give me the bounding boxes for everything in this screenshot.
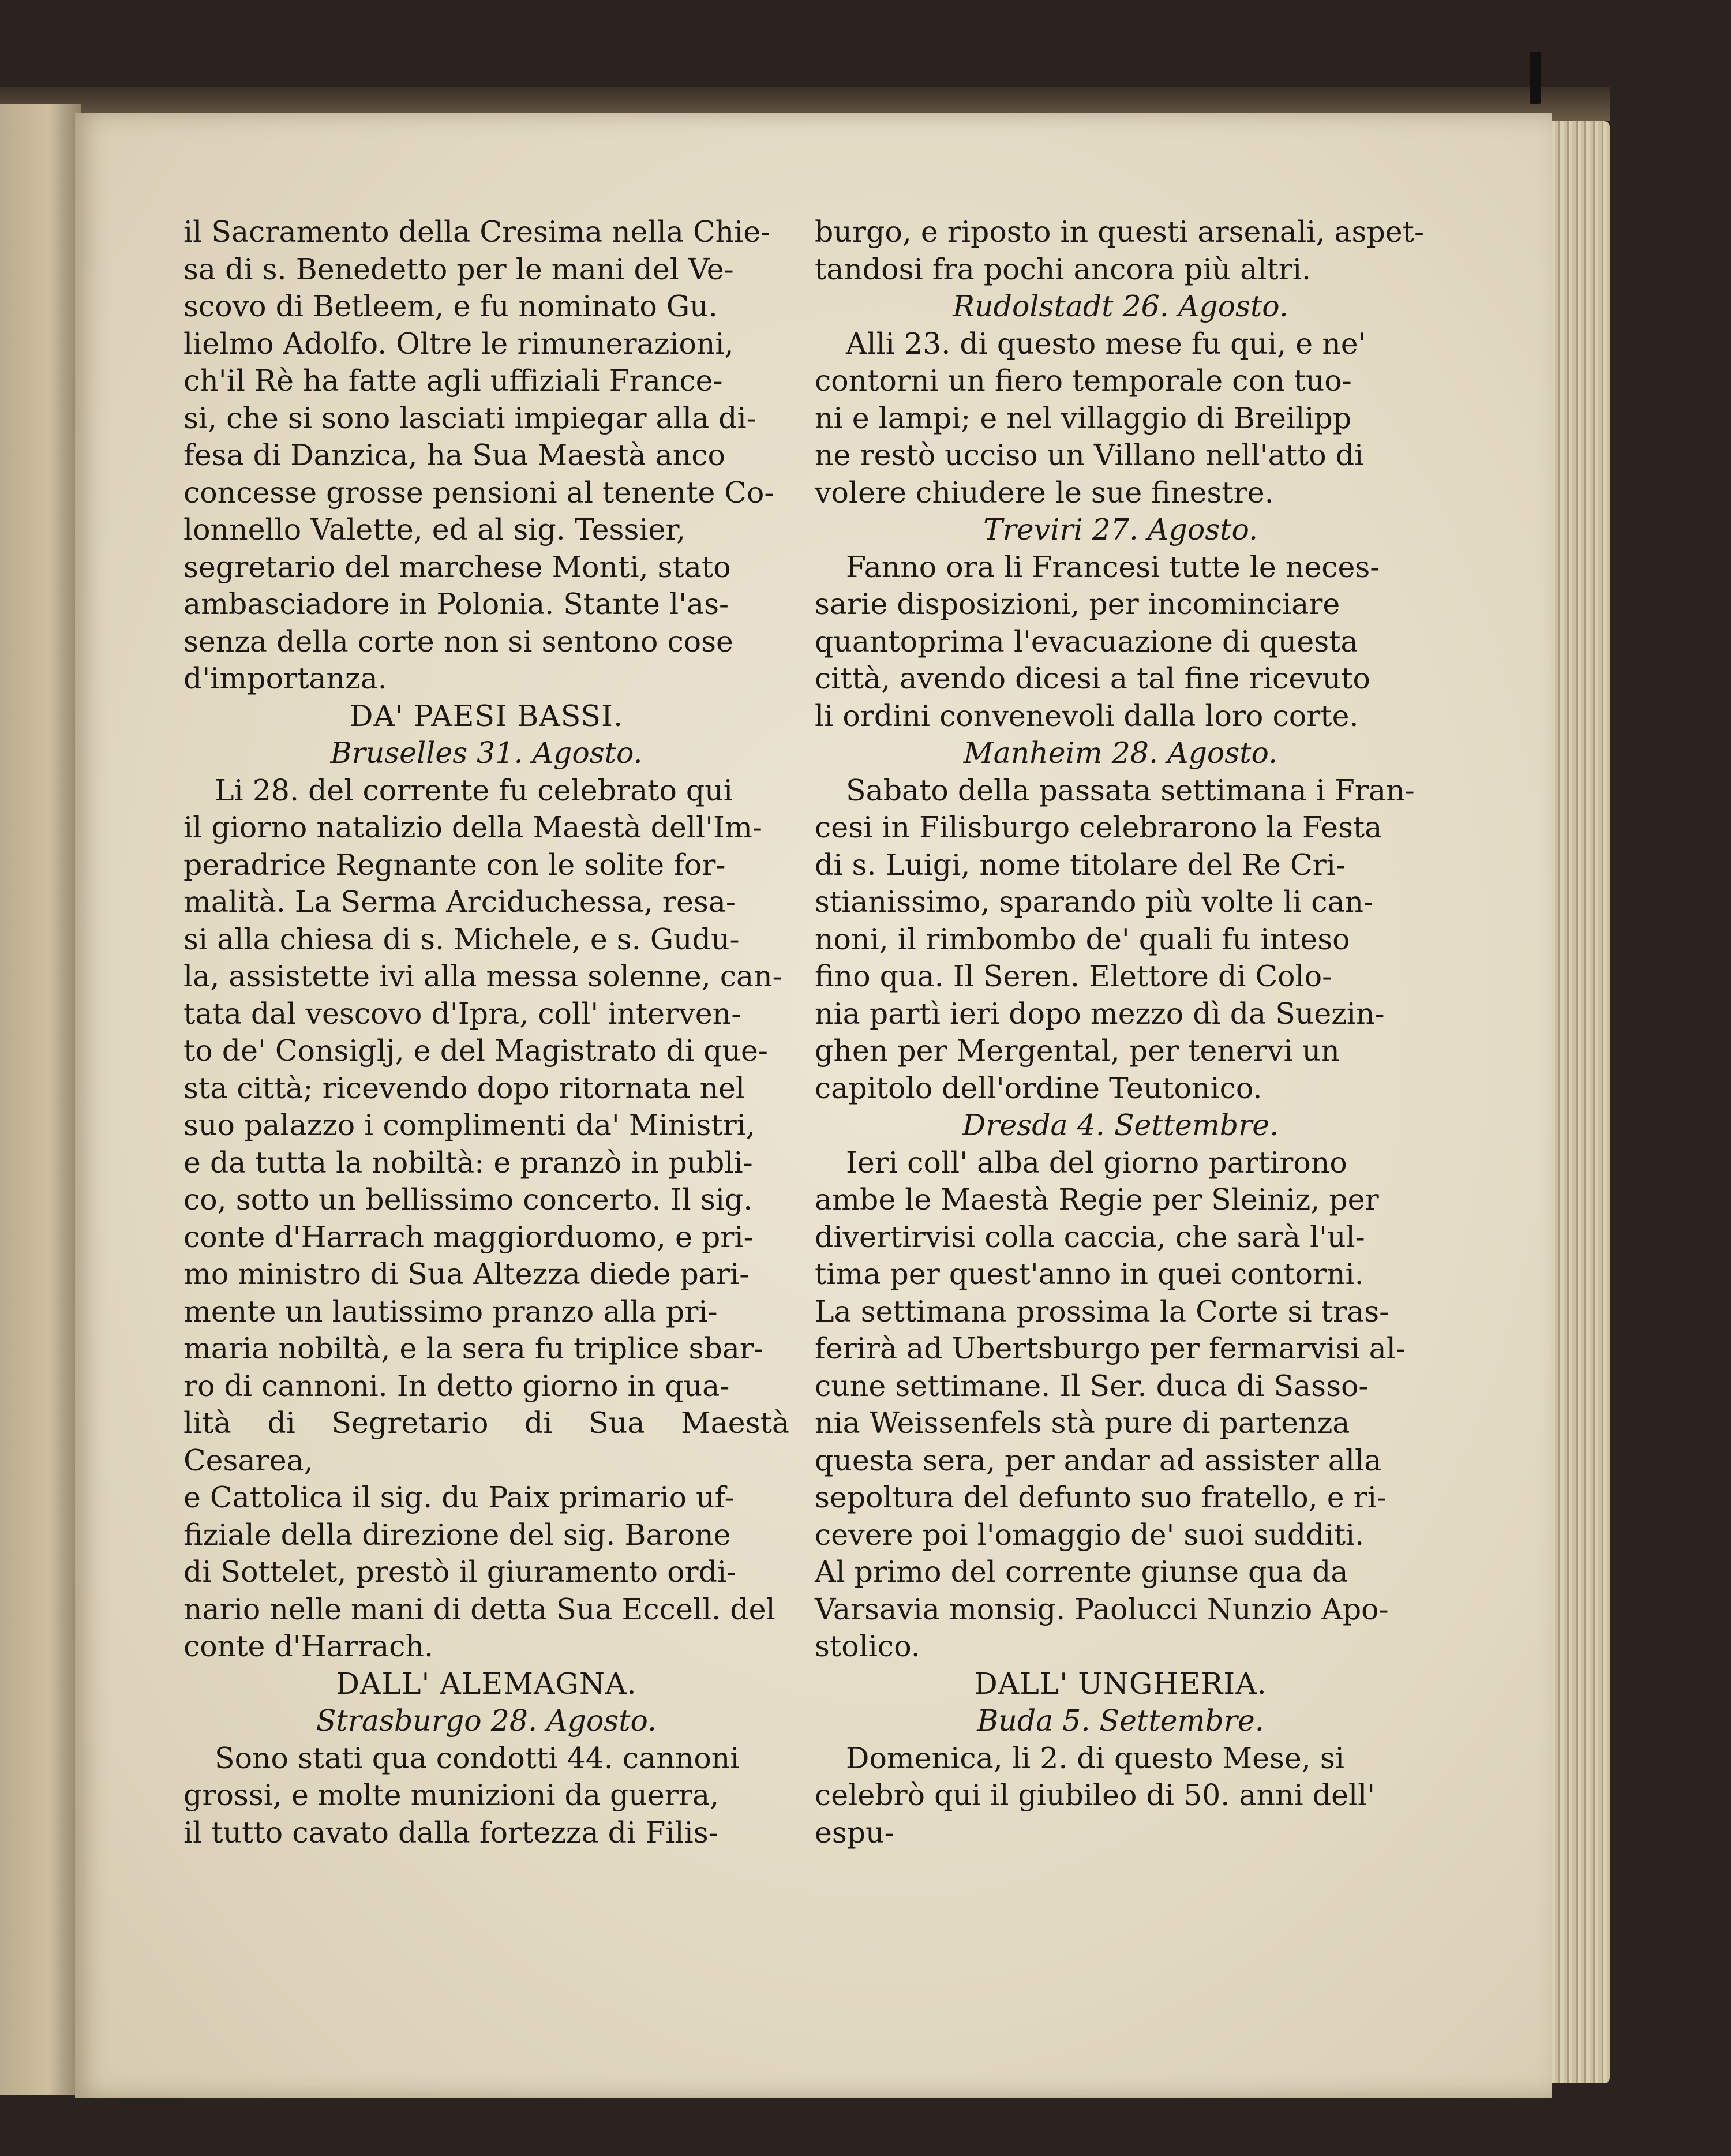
text-line: Ieri coll' alba del giorno partirono (846, 1145, 1347, 1180)
text-line: ferirà ad Ubertsburgo per fermarvisi al- (815, 1331, 1406, 1365)
text-line: tandosi fra pochi ancora più altri. (815, 252, 1312, 286)
text-line: stianissimo, sparando più volte li can- (815, 885, 1374, 919)
text-line: Al primo del corrente giunse qua da (815, 1555, 1348, 1589)
text-line: sa di s. Benedetto per le mani del Ve- (183, 252, 734, 286)
text-line: Sabato della passata settimana i Fran- (846, 773, 1415, 807)
text-line: divertirvisi colla caccia, che sarà l'ul- (815, 1219, 1365, 1254)
text-line: ni e lampi; e nel villaggio di Breilipp (815, 400, 1352, 435)
dateline: Dresda 4. Settembre. (962, 1108, 1279, 1142)
text-line: Fanno ora li Francesi tutte le neces- (846, 549, 1380, 584)
text-line: sarie disposizioni, per incominciare (815, 587, 1340, 621)
text-line: ne restò ucciso un Villano nell'atto di (815, 438, 1364, 472)
text-line: co, sotto un bellissimo concerto. Il sig. (183, 1182, 753, 1217)
text-line: di s. Luigi, nome titolare del Re Cri- (815, 847, 1346, 882)
text-line: espu- (815, 1815, 894, 1850)
text-line: mente un lautissimo pranzo alla pri- (183, 1294, 718, 1328)
text-line: il tutto cavato dalla fortezza di Filis- (183, 1815, 718, 1850)
text-line: lielmo Adolfo. Oltre le rimunerazioni, (183, 326, 734, 361)
text-line: concesse grosse pensioni al tenente Co- (183, 475, 774, 510)
text-line: fino qua. Il Seren. Elettore di Colo- (815, 959, 1332, 993)
text-line: cune settimane. Il Ser. duca di Sasso- (815, 1368, 1369, 1403)
section-heading: DALL' ALEMAGNA. (336, 1666, 637, 1701)
dateline: Buda 5. Settembre. (977, 1704, 1264, 1738)
text-line: si, che si sono lasciati impiegar alla di- (183, 400, 756, 435)
left-page-sliver (0, 104, 81, 2095)
text-line: la, assistette ivi alla messa solenne, can- (183, 959, 782, 993)
text-line: mo ministro di Sua Altezza diede pari- (183, 1257, 750, 1291)
dateline: Rudolstadt 26. Agosto. (953, 289, 1288, 323)
text-line: conte d'Harrach. (183, 1629, 434, 1663)
text-line: volere chiudere le sue finestre. (815, 475, 1274, 510)
text-line: il Sacramento della Cresima nella Chie- (183, 215, 771, 249)
text-line: cesi in Filisburgo celebrarono la Festa (815, 810, 1382, 844)
text-line: quantoprima l'evacuazione di questa (815, 624, 1358, 658)
text-line: ambe le Maestà Regie per Sleiniz, per (815, 1182, 1379, 1217)
text-line: lità di Segretario di Sua Maestà Cesarea, (183, 1406, 789, 1477)
text-line: stolico. (815, 1629, 920, 1663)
text-line: Sono stati qua condotti 44. cannoni (215, 1740, 740, 1775)
text-line: to de' Consiglj, e del Magistrato di que- (183, 1034, 768, 1068)
text-line: Domenica, li 2. di questo Mese, si (846, 1740, 1344, 1775)
text-line: sepoltura del defunto suo fratello, e ri- (815, 1480, 1387, 1514)
dateline: Treviri 27. Agosto. (983, 512, 1258, 547)
text-line: senza della corte non si sentono cose (183, 624, 733, 658)
dateline: Strasburgo 28. Agosto. (316, 1704, 657, 1738)
text-line: burgo, e riposto in questi arsenali, aspet- (815, 215, 1425, 249)
text-line: segretario del marchese Monti, stato (183, 549, 731, 584)
text-line: nia Weissenfels stà pure di partenza (815, 1406, 1350, 1440)
text-line: città, avendo dicesi a tal fine ricevuto (815, 661, 1370, 695)
text-line: nario nelle mani di detta Sua Eccell. del (183, 1592, 775, 1626)
text-line: nia partì ieri dopo mezzo dì da Suezin- (815, 996, 1385, 1031)
text-line: questa sera, per andar ad assister alla (815, 1443, 1382, 1477)
text-line: noni, il rimbombo de' quali fu inteso (815, 922, 1350, 956)
text-line: celebrò qui il giubileo di 50. anni dell' (815, 1778, 1376, 1812)
text-line: sta città; ricevendo dopo ritornata nel (183, 1070, 745, 1105)
text-line: conte d'Harrach maggiorduomo, e pri- (183, 1219, 754, 1254)
text-line: peradrice Regnante con le solite for- (183, 847, 726, 882)
text-line: tata dal vescovo d'Ipra, coll' interven- (183, 996, 741, 1031)
text-line: Li 28. del corrente fu celebrato qui (215, 773, 733, 807)
text-line: e Cattolica il sig. du Paix primario uf- (183, 1480, 735, 1514)
text-line: fiziale della direzione del sig. Barone (183, 1517, 731, 1552)
text-line: di Sottelet, prestò il giuramento ordi- (183, 1555, 737, 1589)
dateline: Manheim 28. Agosto. (963, 736, 1278, 770)
text-line: Varsavia monsig. Paolucci Nunzio Apo- (815, 1592, 1389, 1626)
text-line: li ordini convenevoli dalla loro corte. (815, 698, 1359, 733)
text-line: contorni un fiero temporale con tuo- (815, 364, 1352, 398)
text-line: si alla chiesa di s. Michele, e s. Gudu- (183, 922, 740, 956)
text-line: La settimana prossima la Corte si tras- (815, 1294, 1389, 1328)
text-line: fesa di Danzica, ha Sua Maestà anco (183, 438, 725, 472)
text-line: ro di cannoni. In detto giorno in qua- (183, 1368, 730, 1403)
text-line: il giorno natalizio della Maestà dell'Im- (183, 810, 762, 844)
text-line: ch'il Rè ha fatte agli uffiziali France- (183, 364, 723, 398)
text-line: lonnello Valette, ed al sig. Tessier, (183, 512, 686, 547)
text-line: grossi, e molte munizioni da guerra, (183, 1778, 720, 1812)
right-text-column (815, 214, 1426, 1851)
left-text-column (183, 214, 789, 1851)
dateline: Bruselles 31. Agosto. (330, 736, 643, 770)
text-line: ghen per Mergental, per tenervi un (815, 1034, 1340, 1068)
text-line: suo palazzo i complimenti da' Ministri, (183, 1108, 755, 1142)
text-line: scovo di Betleem, e fu nominato Gu. (183, 289, 718, 323)
text-line: Alli 23. di questo mese fu qui, e ne' (846, 326, 1366, 361)
scan-marker-top (1530, 52, 1541, 104)
text-line: e da tutta la nobiltà: e pranzò in publi- (183, 1145, 753, 1180)
section-heading: DALL' UNGHERIA. (974, 1666, 1267, 1701)
section-heading: DA' PAESI BASSI. (349, 698, 624, 733)
text-line: tima per quest'anno in quei contorni. (815, 1257, 1364, 1291)
text-line: malità. La Serma Arciduchessa, resa- (183, 885, 736, 919)
text-line: maria nobiltà, e la sera fu triplice sbar- (183, 1331, 764, 1365)
text-line: capitolo dell'ordine Teutonico. (815, 1070, 1262, 1105)
text-line: cevere poi l'omaggio de' suoi sudditi. (815, 1517, 1365, 1552)
text-line: d'importanza. (183, 661, 387, 695)
page-edges (1546, 121, 1610, 2083)
text-line: ambasciadore in Polonia. Stante l'as- (183, 587, 729, 621)
